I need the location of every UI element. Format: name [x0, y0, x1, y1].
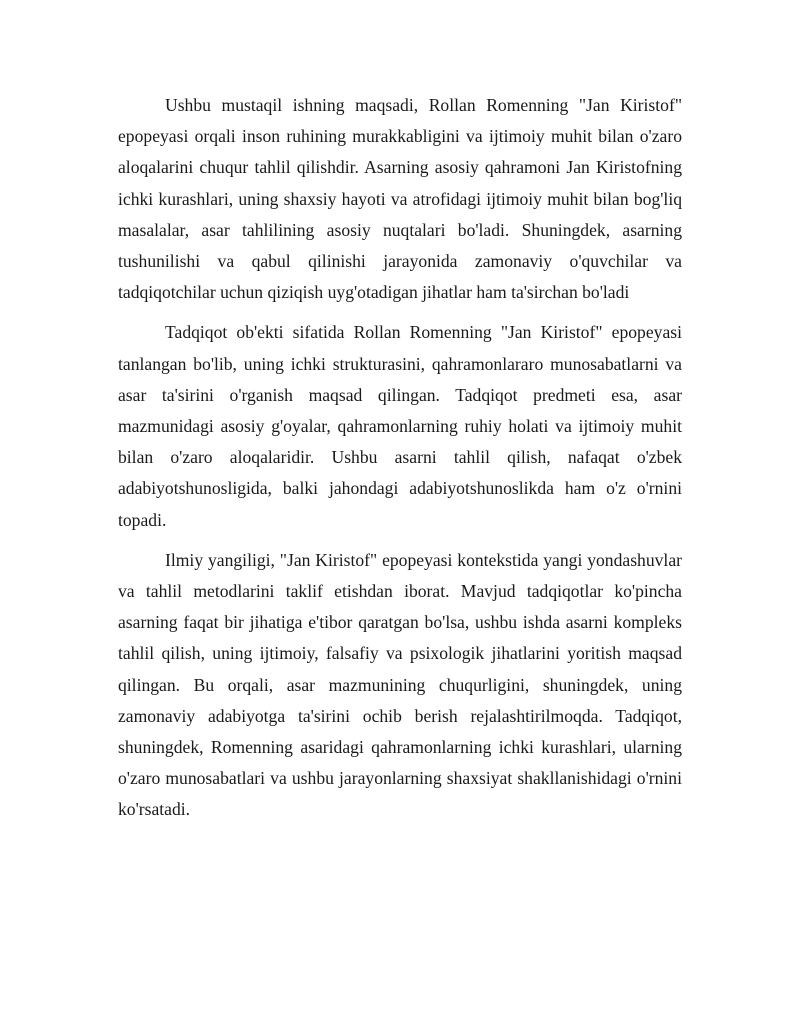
body-text [118, 90, 682, 835]
paragraph-object-subject: Tadqiqot ob'ekti sifatida Rollan Romenning "Jan Kiristof" epopeyasi tanlangan bo'lib, uning ichki strukturasini, qahramonlararo munosabatlarni va asar ta'sirini o'rganish maqsad qilingan. Tadqiqot predmeti esa, asar mazmunidagi asosiy g'oyalar, qahramonlarning ruhiy holati va ijtimoiy muhit bilan o'zaro aloqalaridir. Ushbu asarni tahlil qilish, nafaqat o'zbek adabiyotshunosligida, balki jahondagi adabiyotshunoslikda ham o'z o'rnini topadi. [118, 322, 682, 530]
paragraph-aim: Ushbu mustaqil ishning maqsadi, Rollan Romenning "Jan Kiristof" epopeyasi orqali inson ruhining murakkabligini va ijtimoiy muhit bilan o'zaro aloqalarini chuqur tahlil qilishdir. Asarning asosiy qahramoni Jan Kiristofning ichki kurashlari, uning shaxsiy hayoti va atrofidagi ijtimoiy muhit bilan bog'liq masalalar, asar tahlilining asosiy nuqtalari bo'ladi. Shuningdek, asarning tushunilishi va qabul qilinishi jarayonida zamonaviy o'quvchilar va tadqiqotchilar uchun qiziqish uyg'otadigan jihatlar ham ta'sirchan bo'ladi [118, 95, 682, 303]
paragraph-novelty: Ilmiy yangiligi, "Jan Kiristof" epopeyasi kontekstida yangi yondashuvlar va tahlil metodlarini taklif etishdan iborat. Mavjud tadqiqotlar ko'pincha asarning faqat bir jihatiga e'tibor qaratgan bo'lsa, ushbu ishda asarni kompleks tahlil qilish, uning ijtimoiy, falsafiy va psixologik jihatlarini yoritish maqsad qilingan. Bu orqali, asar mazmunining chuqurligini, shuningdek, uning zamonaviy adabiyotga ta'sirini ochib berish rejalashtirilmoqda. Tadqiqot, shuningdek, Romenning asaridagi qahramonlarning ichki kurashlari, ularning o'zaro munosabatlari va ushbu jarayonlarning shaxsiyat shakllanishidagi o'rnini ko'rsatadi. [118, 549, 682, 820]
